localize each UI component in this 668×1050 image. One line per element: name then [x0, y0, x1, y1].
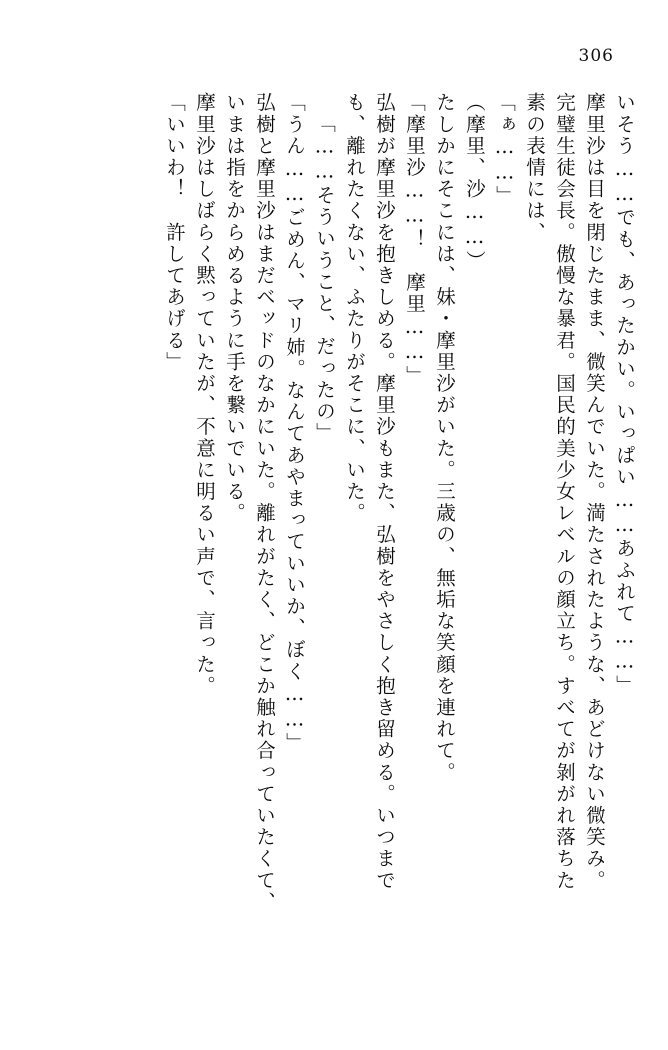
text-line: 摩里沙は目を閉じたまま、微笑んでいた。満たされたような、あどけない微笑み。 [583, 92, 606, 892]
page-number: 306 [578, 46, 614, 66]
text-line: （摩里、沙……） [463, 92, 486, 272]
text-line: 「ぁ……」 [493, 92, 516, 207]
text-line: 「うん……ごめん、マリ姉。なんてあやまっていいか、ぼく……」 [283, 92, 306, 754]
text-line: いまは指をからめるように手を繋いでいる。 [223, 92, 246, 524]
text-line: 摩里沙はしばらく黙っていたが、不意に明るい声で、言った。 [193, 92, 216, 697]
text-line: 「……そういうこと、だったの」 [313, 113, 336, 444]
text-line: 弘樹が摩里沙を抱きしめる。摩里沙もまた、弘樹をやさしく抱き留める。いつまで [373, 92, 396, 892]
vertical-text-body [34, 92, 634, 1010]
text-line: 完璧生徒会長。傲慢な暴君。国民的美少女レベルの顔立ち。すべてが剝がれ落ちた [553, 92, 576, 892]
text-line: たしかにそこには、妹・摩里沙がいた。三歳の、無垢な笑顔を連れて。 [433, 92, 456, 784]
text-line: も、離れたくない、ふたりがそこに、いた。 [343, 92, 366, 524]
text-line: 素の表情には、 [523, 92, 546, 244]
text-line: 弘樹と摩里沙はまだベッドのなかにいた。離れがたく、どこか触れ合っていたくて、 [253, 92, 276, 913]
text-line: 「いいわ！ 許してあげる」 [163, 92, 186, 373]
text-line: いそう……でも、あったかい。いっぱい……あふれて……」 [613, 92, 636, 697]
text-line: 「摩里沙……！ 摩里……」 [403, 92, 426, 387]
